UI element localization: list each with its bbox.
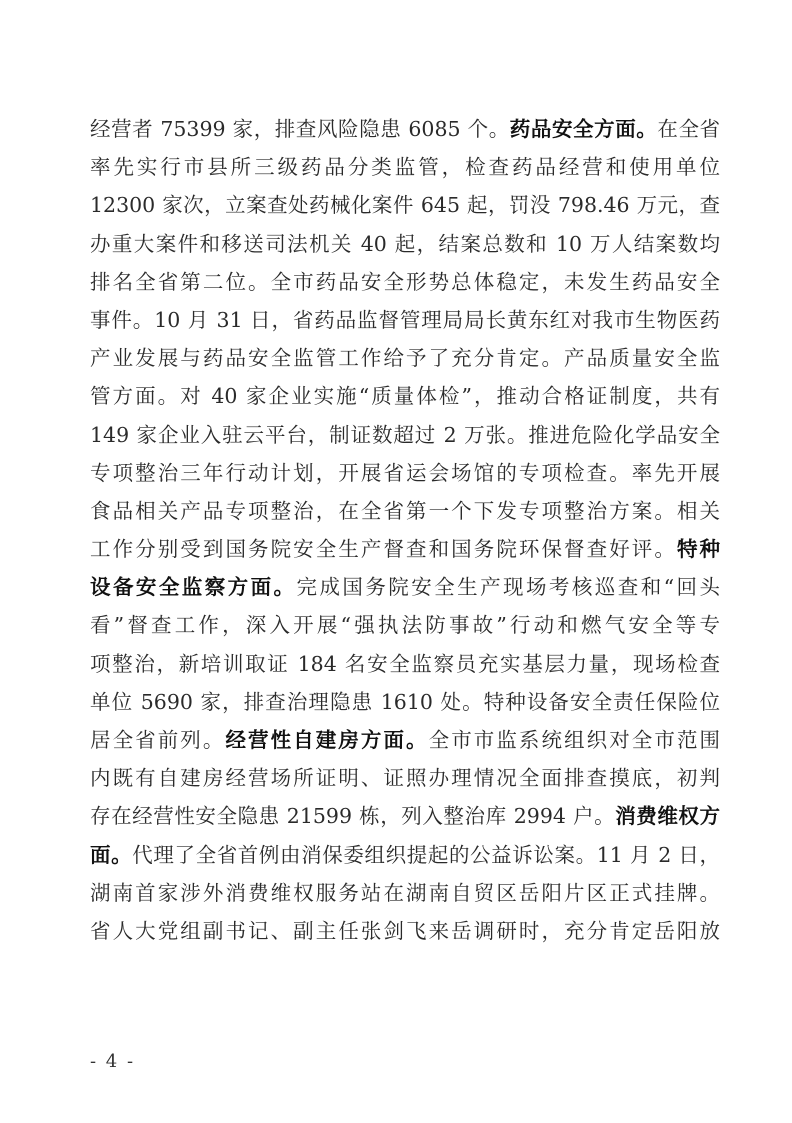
text-segment: 看”督查工作，深入开展“强执法防事故”行动和燃气安全等专 bbox=[90, 613, 720, 638]
text-line bbox=[90, 606, 720, 644]
text-segment: 完成国务院安全生产现场考核巡查和“回头 bbox=[296, 575, 721, 600]
text-line bbox=[90, 912, 720, 950]
text-line bbox=[90, 797, 720, 835]
text-line bbox=[90, 416, 720, 454]
text-line bbox=[90, 492, 720, 530]
text-segment: 食品相关产品专项整治，在全省第一个下发专项整治方案。相关 bbox=[90, 498, 720, 523]
section-heading: 设备安全监察方面。 bbox=[90, 575, 297, 600]
text-segment: 事件。10 月 31 日，省药品监督管理局局长黄东红对我市生物医药 bbox=[90, 307, 720, 332]
text-line bbox=[90, 454, 720, 492]
section-heading: 消费维权方 bbox=[615, 804, 721, 829]
text-segment: 代理了全省首例由消保委组织提起的公益诉讼案。11 月 2 日， bbox=[132, 842, 720, 867]
text-line bbox=[90, 721, 720, 759]
text-segment: 管方面。对 40 家企业实施“质量体检”，推动合格证制度，共有 bbox=[90, 384, 720, 409]
text-segment: 率先实行市县所三级药品分类监管，检查药品经营和使用单位 bbox=[90, 155, 720, 180]
text-line bbox=[90, 874, 720, 912]
text-segment: 149 家企业入驻云平台，制证数超过 2 万张。推进危险化学品安全 bbox=[90, 422, 720, 447]
text-segment: 在全省 bbox=[657, 117, 721, 141]
text-line bbox=[90, 225, 720, 263]
text-segment: 单位 5690 家，排查治理隐患 1610 处。特种设备安全责任保险位 bbox=[90, 689, 720, 714]
text-segment: 排名全省第二位。全市药品安全形势总体稳定，未发生药品安全 bbox=[90, 269, 720, 294]
text-line bbox=[90, 148, 720, 186]
body-text bbox=[90, 110, 720, 950]
text-line bbox=[90, 263, 720, 301]
text-segment: 办重大案件和移送司法机关 40 起，结案总数和 10 万人结案数均 bbox=[90, 231, 720, 256]
text-segment: 全市市监系统组织对全市范围 bbox=[428, 728, 721, 752]
text-line bbox=[90, 110, 720, 148]
text-line bbox=[90, 568, 720, 606]
text-line bbox=[90, 377, 720, 415]
page-number: - 4 - bbox=[90, 1051, 136, 1072]
text-segment: 居全省前列。 bbox=[90, 728, 226, 752]
text-segment: 专项整治三年行动计划，开展省运会场馆的专项检查。率先开展 bbox=[90, 460, 720, 485]
text-segment: 湖南首家涉外消费维权服务站在湖南自贸区岳阳片区正式挂牌。 bbox=[90, 880, 720, 905]
text-segment: 12300 家次，立案查处药械化案件 645 起，罚没 798.46 万元，查 bbox=[90, 193, 720, 218]
text-line bbox=[90, 530, 720, 568]
text-segment: 存在经营性安全隐患 21599 栋，列入整治库 2994 户。 bbox=[90, 804, 616, 829]
section-heading: 特种 bbox=[676, 537, 721, 562]
text-line bbox=[90, 683, 720, 721]
text-segment: 内既有自建房经营场所证明、证照办理情况全面排查摸底，初判 bbox=[90, 766, 720, 791]
section-heading: 经营性自建房方面。 bbox=[225, 728, 429, 752]
text-line bbox=[90, 645, 720, 683]
text-segment: 产业发展与药品安全监管工作给予了充分肯定。产品质量安全监 bbox=[90, 346, 720, 371]
text-line bbox=[90, 339, 720, 377]
text-segment: 工作分别受到国务院安全生产督查和国务院环保督查好评。 bbox=[90, 537, 677, 562]
section-heading: 药品安全方面。 bbox=[509, 117, 658, 141]
text-line bbox=[90, 759, 720, 797]
text-segment: 省人大党组副书记、副主任张剑飞来岳调研时，充分肯定岳阳放 bbox=[90, 918, 720, 943]
text-line bbox=[90, 836, 720, 874]
text-line bbox=[90, 186, 720, 224]
text-segment: 项整治，新培训取证 184 名安全监察员充实基层力量，现场检查 bbox=[90, 651, 720, 676]
text-segment: 经营者 75399 家，排查风险隐患 6085 个。 bbox=[90, 117, 510, 141]
section-heading: 面。 bbox=[90, 842, 133, 867]
text-line bbox=[90, 301, 720, 339]
